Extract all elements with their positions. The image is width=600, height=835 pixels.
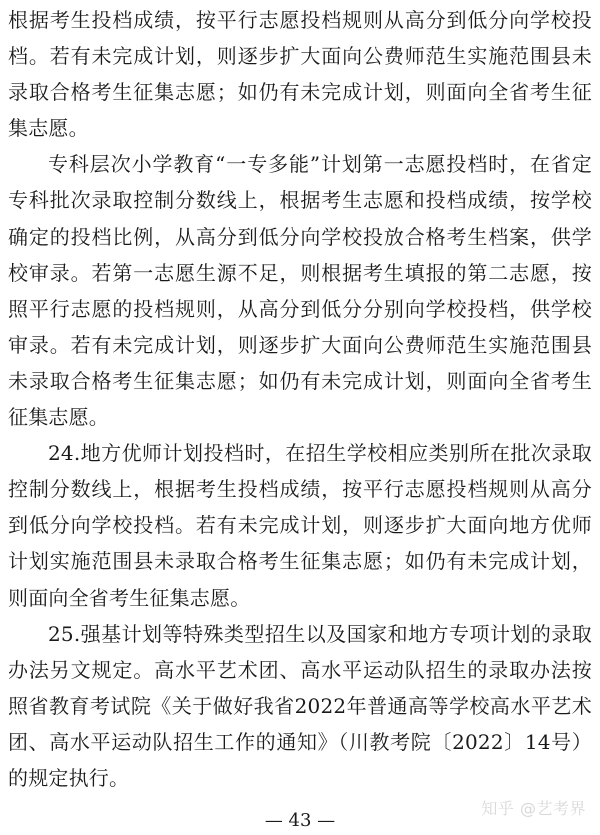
paragraph-2: 专科层次小学教育“一专多能”计划第一志愿投档时，在省定专科批次录取控制分数线上，根据考生志愿和投档成绩，按学校确定的投档比例，从高分到低分向学校投放合格考生档案，供学校审录。若第一志愿生源不足，则根据考生填报的第二志愿，按照平行志愿的投档规则，从高分到低分分别向学校投档，供学校审录。若有未完成计划，则逐步扩大面向公费师范生实施范围县未录取合格考生征集志愿；如仍有未完成计划，则面向全省考生征集志愿。 bbox=[8, 152, 592, 430]
paragraph-3: 24.地方优师计划投档时，在招生学校相应类别所在批次录取控制分数线上，根据考生投档成绩，按平行志愿投档规则从高分到低分向学校投档。若有未完成计划，则逐步扩大面向地方优师计划实施范围县未录取合格考生征集志愿；如仍有未完成计划，则面向全省考生征集志愿。 bbox=[8, 441, 592, 610]
watermark: 知乎 @艺考界 bbox=[481, 799, 586, 818]
page-number: — 43 — bbox=[264, 810, 336, 831]
paragraph-4: 25.强基计划等特殊类型招生以及国家和地方专项计划的录取办法另文规定。高水平艺术团、高水平运动队招生的录取办法按照省教育考试院《关于做好我省2022年普通高等学校高水平艺术团、高水平运动队招生工作的通知》（川教考院〔2022〕14号）的规定执行。 bbox=[8, 621, 592, 790]
document-body bbox=[8, 2, 592, 796]
paragraph-1: 根据考生投档成绩，按平行志愿投档规则从高分到低分向学校投档。若有未完成计划，则逐步扩大面向公费师范生实施范围县未录取合格考生征集志愿；如仍有未完成计划，则面向全省考生征集志愿。 bbox=[8, 8, 592, 141]
